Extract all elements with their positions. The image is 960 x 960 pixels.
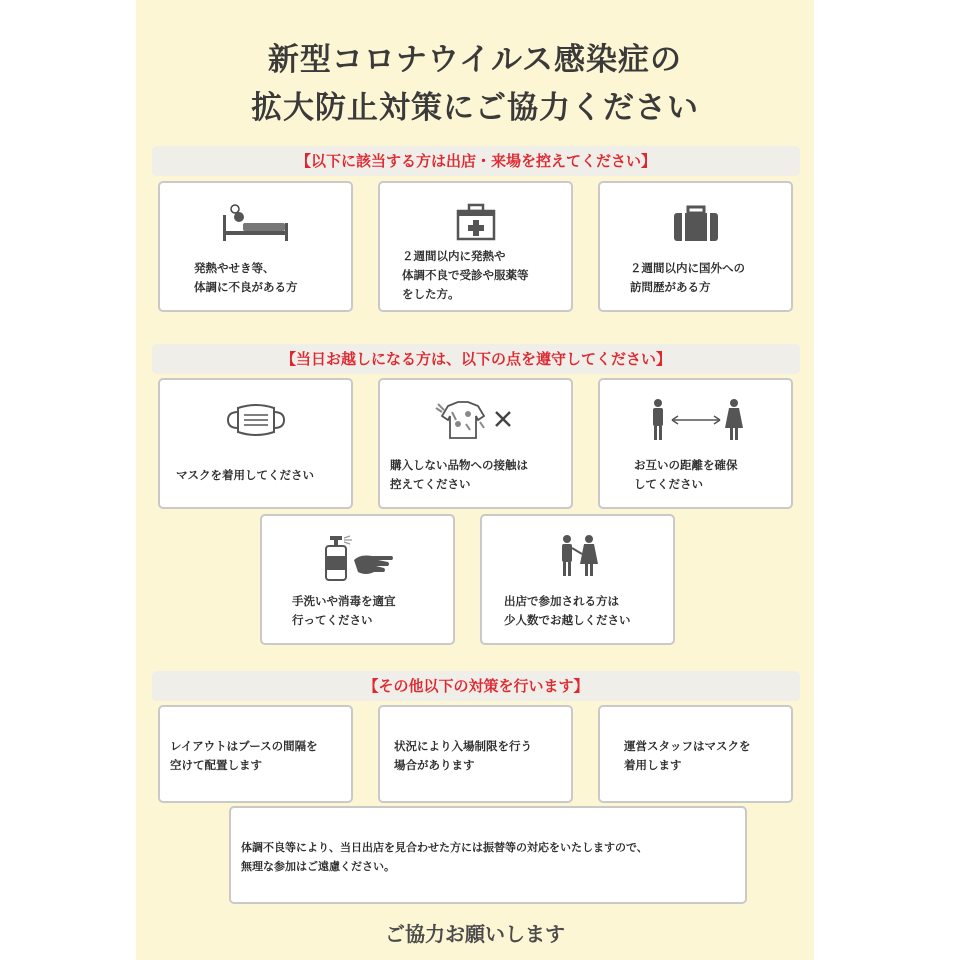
card-fever — [158, 181, 353, 312]
card-staff-mask — [598, 705, 793, 803]
section-header-avoid: 【以下に該当する方は出店・来場を控えてください】 — [152, 146, 800, 176]
section-header-rules: 【当日お越しになる方は、以下の点を遵守してください】 — [152, 344, 800, 374]
card-recent-illness — [378, 181, 573, 312]
social-distance-icon — [600, 398, 791, 442]
hand-sanitizer-icon — [262, 536, 453, 580]
title-line-2: 拡大防止対策にご協力ください — [251, 90, 699, 126]
card-small-group — [480, 514, 675, 645]
card-text: ２週間以内に発熱や 体調不良で受診や服薬等 をした方。 — [402, 249, 529, 301]
poster — [136, 0, 814, 960]
card-text: 発熱やせき等、 体調に不良がある方 — [194, 261, 298, 294]
card-text: 運営スタッフはマスクを 着用します — [624, 739, 751, 772]
card-text: レイアウトはブースの間隔を 空けて配置します — [170, 739, 318, 772]
card-distance — [598, 378, 793, 509]
card-text: 出店で参加される方は 少人数でお越しください — [504, 594, 631, 627]
card-entry-limit — [378, 705, 573, 803]
first-aid-kit-icon — [380, 201, 571, 245]
card-text: 手洗いや消毒を適宜 行ってください — [292, 594, 396, 627]
card-no-touch — [378, 378, 573, 509]
title-line-1: 新型コロナウイルス感染症の — [267, 42, 683, 78]
card-text: お互いの距離を確保 してください — [634, 458, 738, 491]
closing-message: ご協力お願いします — [385, 922, 565, 946]
suitcase-icon — [600, 201, 791, 245]
sick-in-bed-icon — [160, 201, 351, 245]
no-touching-goods-icon — [380, 398, 571, 442]
card-text: 購入しない品物への接触は 控えてください — [390, 458, 528, 491]
card-text: ２週間以内に国外への 訪問歴がある方 — [630, 261, 745, 294]
card-mask — [158, 378, 353, 509]
note-text: 体調不良等により、当日出店を見合わせた方には振替等の対応をいたしますので、 無理な参加はご遠慮ください。 — [241, 841, 648, 873]
face-mask-icon — [160, 398, 351, 442]
card-text: 状況により入場制限を行う 場合があります — [394, 739, 532, 772]
card-overseas — [598, 181, 793, 312]
card-text: マスクを着用してください — [176, 468, 314, 482]
card-layout-spacing — [158, 705, 353, 803]
two-people-icon — [482, 534, 673, 578]
card-sanitize — [260, 514, 455, 645]
note-box — [229, 806, 747, 904]
section-header-measures: 【その他以下の対策を行います】 — [152, 671, 800, 701]
